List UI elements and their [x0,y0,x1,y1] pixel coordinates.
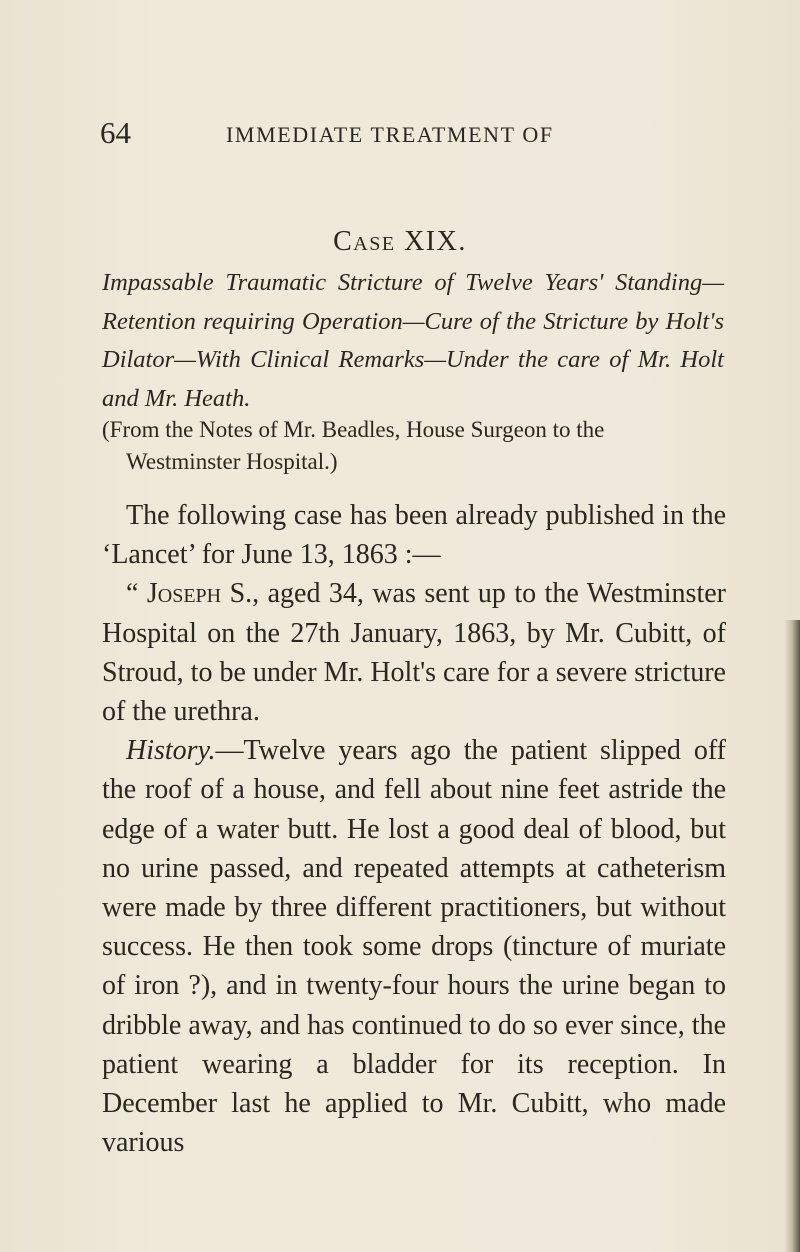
running-head [100,113,720,153]
case-subtitle: Impassable Traumatic Stricture of Twelve Years' Standing—Retention requiring Operation—Cure of the Stricture by Holt's Dilator—With Clinical Remarks—Under the care of Mr. Holt and Mr. Heath. [102,269,724,412]
paragraph-history-text: —Twelve years ago the patient slipped off the roof of a house, and fell about nine feet astride the edge of a water butt. He lost a good deal of blood, but no urine passed, and repeated attempts at catheterism were made by three different practitioners, but without success. He then took some drops (tincture of muriate of iron ?), and in twenty-four hours the urine began to dribble away, and has continued to do so ever since, the patient wearing a bladder for its reception. In December last he applied to Mr. Cubitt, who made various [102,735,726,1159]
running-head-title: IMMEDIATE TREATMENT OF [226,122,554,147]
paragraph-history [102,731,726,1162]
body-text [102,496,726,1162]
page-number: 64 [100,115,131,150]
page-edge-shadow [784,620,800,1252]
paragraph-admission-text: S., aged 34, was sent up to the Westminster Hospital on the 27th January, 1863, by Mr. Cubitt, of Stroud, to be under Mr. Holt's care for a severe stricture of the urethra. [102,578,726,728]
history-heading: History. [126,735,216,767]
case-source-note: (From the Notes of Mr. Beadles, House Surgeon to the Westminster Hospital.) [102,417,605,474]
paragraph-admission [102,574,726,731]
case-title: Case XIX. [333,226,467,257]
patient-name: “ Joseph [126,578,222,610]
paragraph-intro: The following case has been already published in the ‘Lancet’ for June 13, 1863 :— [102,500,726,571]
